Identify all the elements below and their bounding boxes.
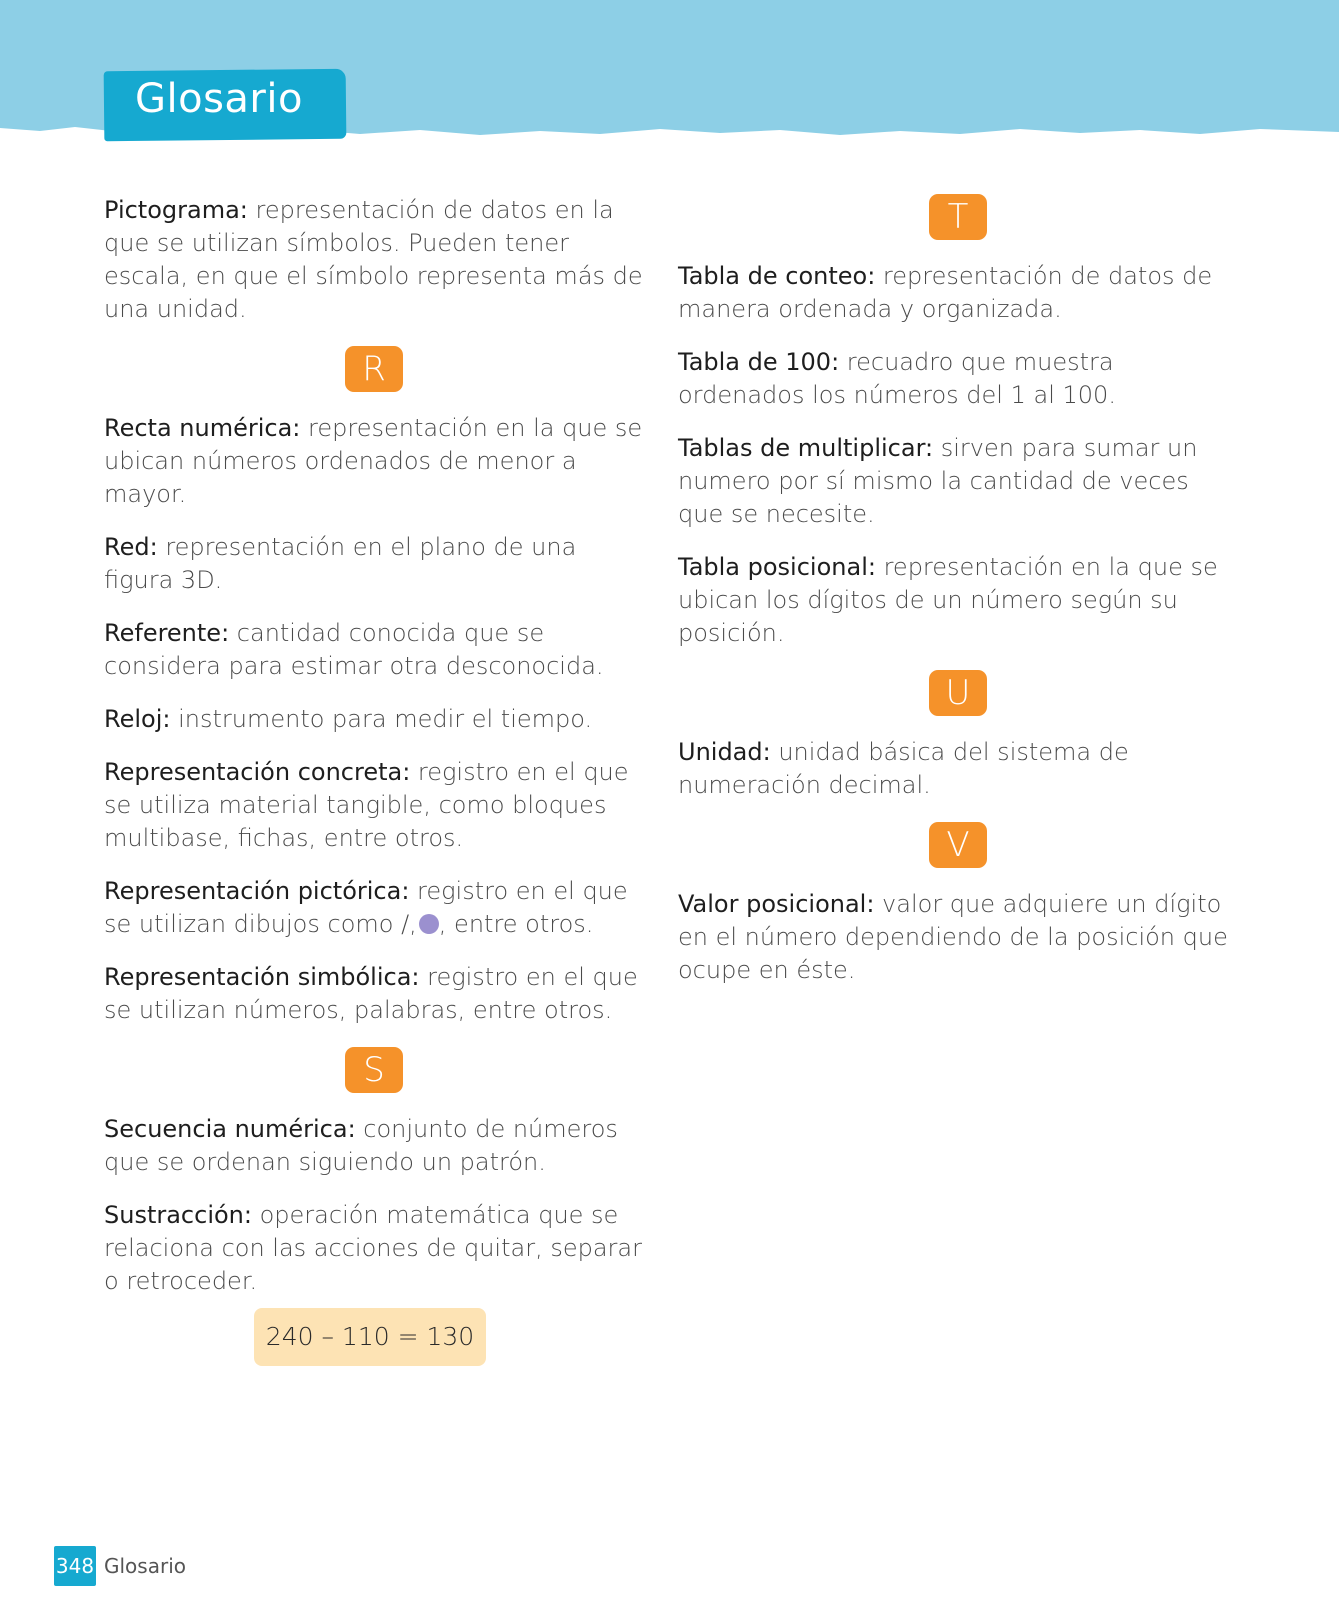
entry-term: Tabla de 100: [678,348,840,376]
page-number: 348 [54,1546,96,1586]
entry-definition: cantidad conocida que se considera para estimar otra desconocida. [104,619,604,680]
section-header-s [104,1047,644,1093]
entry-term: Unidad: [678,738,771,766]
glossary-entry [678,346,1238,412]
glossary-entry [104,756,644,855]
purple-circle-icon [419,914,439,934]
glossary-entry [104,617,644,683]
entry-term: Representación simbólica: [104,963,420,991]
entry-term: Tabla posicional: [678,553,876,581]
entry-definition: , entre otros. [438,910,594,938]
footer-label: Glosario [104,1554,186,1578]
letter-badge: V [929,822,987,868]
letter-badge: T [929,194,987,240]
entry-definition: representación en la que se ubican los dígitos de un número según su posición. [678,553,1218,647]
entry-definition: representación de datos en la que se utilizan símbolos. Pueden tener escala, en que el símbolo representa más de una unidad. [104,196,643,323]
entry-term: Recta numérica: [104,414,301,442]
glossary-entry [104,531,644,597]
entry-term: Referente: [104,619,230,647]
entry-definition: representación en el plano de una figura 3D. [104,533,577,594]
entry-term: Tabla de conteo: [678,262,876,290]
entry-term: Pictograma: [104,196,248,224]
entry-term: Sustracción: [104,1201,252,1229]
glossary-entry [104,875,644,941]
entry-definition: unidad básica del sistema de numeración decimal. [678,738,1129,799]
glossary-entry [104,1199,644,1298]
entry-definition: registro en el que se utilizan dibujos como /, [104,877,628,938]
entry-term: Reloj: [104,705,171,733]
glossary-entry [678,432,1238,531]
entry-definition: conjunto de números que se ordenan siguiendo un patrón. [104,1115,618,1176]
entry-definition: recuadro que muestra ordenados los números del 1 al 100. [678,348,1116,409]
right-column [678,194,1238,1007]
entry-term: Representación concreta: [104,758,411,786]
section-header-r [104,346,644,392]
glossary-entry [104,961,644,1027]
entry-term: Valor posicional: [678,890,875,918]
entry-definition: operación matemática que se relaciona con las acciones de quitar, separar o retroceder. [104,1201,642,1295]
section-header-t [678,194,1238,240]
entry-definition: registro en el que se utilizan números, palabras, entre otros. [104,963,638,1024]
glossary-entry [678,888,1238,987]
glossary-entry [678,551,1238,650]
entry-definition: representación en la que se ubican números ordenados de menor a mayor. [104,414,643,508]
glossary-entry [104,194,644,326]
glossary-entry [104,412,644,511]
glossary-entry [104,1113,644,1179]
entry-term: Representación pictórica: [104,877,410,905]
letter-badge: S [345,1047,403,1093]
glossary-entry [678,736,1238,802]
left-column [104,194,644,1366]
entry-term: Tablas de multiplicar: [678,434,934,462]
letter-badge: R [345,346,403,392]
glossary-entry [104,703,644,736]
glossary-entry [678,260,1238,326]
subtraction-example: 240 – 110 = 130 [254,1308,486,1366]
page-title: Glosario [135,76,303,122]
letter-badge: U [929,670,987,716]
entry-definition: sirven para sumar un numero por sí mismo la cantidad de veces que se necesite. [678,434,1198,528]
entry-definition: representación de datos de manera ordenada y organizada. [678,262,1213,323]
entry-definition: valor que adquiere un dígito en el número dependiendo de la posición que ocupe en éste. [678,890,1228,984]
section-header-u [678,670,1238,716]
entry-term: Secuencia numérica: [104,1115,356,1143]
entry-definition: registro en el que se utiliza material tangible, como bloques multibase, fichas, entre otros. [104,758,629,852]
section-header-v [678,822,1238,868]
entry-term: Red: [104,533,158,561]
entry-definition: instrumento para medir el tiempo. [170,705,593,733]
